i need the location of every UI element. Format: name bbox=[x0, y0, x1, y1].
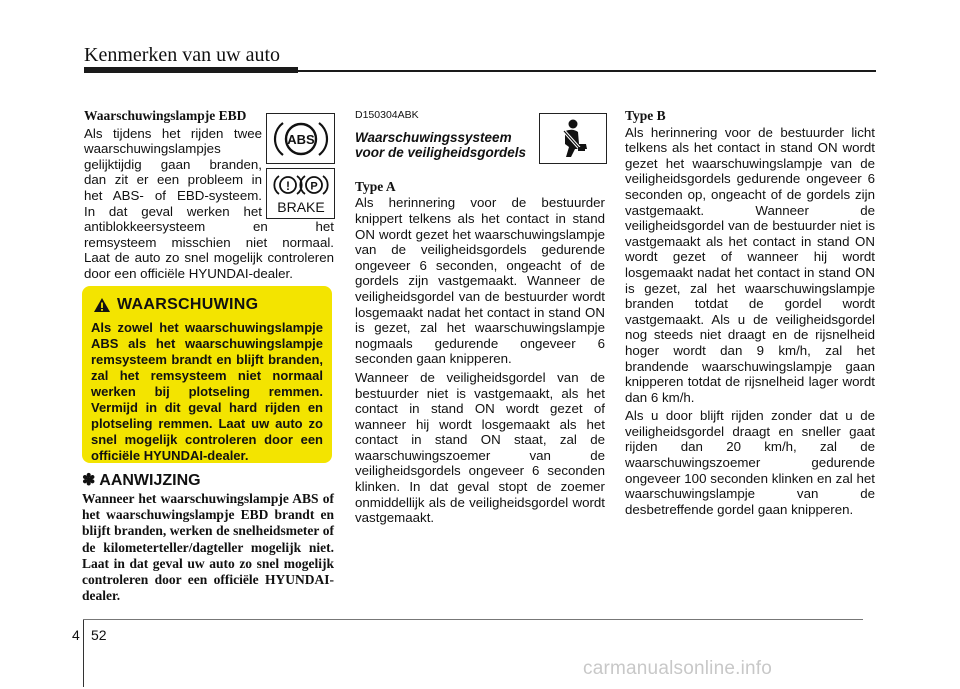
ebd-line: antiblokkeersysteem en het bbox=[84, 219, 334, 235]
seatbelt-heading-line2: voor de veiligheidsgordels bbox=[355, 145, 527, 161]
type-b-heading: Type B bbox=[625, 108, 666, 123]
header-rule-thick bbox=[84, 67, 298, 73]
seatbelt-heading-line1: Waarschuwingssysteem bbox=[355, 129, 512, 145]
type-a-heading: Type A bbox=[355, 178, 396, 194]
column-seatbelt-b bbox=[625, 108, 875, 517]
seatbelt-warning-icon bbox=[551, 117, 595, 161]
warning-box bbox=[82, 286, 332, 463]
warning-triangle-icon bbox=[93, 297, 111, 313]
abs-warning-icon bbox=[271, 117, 331, 161]
ebd-line: waarschuwingslampjes bbox=[84, 141, 221, 157]
type-b-paragraph-2: Als u door blijft rijden zonder dat u de veiligheidsgordel draagt en sneller gaat rijden dan 20 km/h, zal de waarschuwingszoemer gedurende ongeveer 100 seconden klinken en zal het waarschuwingslampje van de desbetreffende gordel gaan knipperen. bbox=[625, 408, 875, 517]
ebd-line: In dat geval werken het bbox=[84, 203, 262, 219]
watermark: carmanualsonline.info bbox=[583, 658, 773, 679]
brake-icon-box bbox=[266, 168, 335, 219]
abs-icon-label: ABS bbox=[286, 131, 315, 147]
seatbelt-icon-box bbox=[539, 113, 607, 164]
type-a-paragraph-1: Als herinnering voor de bestuurder knippert telkens als het contact in stand ON wordt gezet het waarschuwingslampje van de veiligheidsgordels gedurende ongeveer 6 seconden, ongeacht of de gordels zijn vastgemaakt. Wanneer de veiligheidsgordel van de bestuurder wordt losgemaakt nadat het contact in stand ON is gezet, zal het waarschuwingslampje nogmaals gedurende ongeveer 6 seconden gaan knipperen. bbox=[355, 195, 605, 367]
ebd-line: Als tijdens het rijden twee bbox=[84, 125, 262, 141]
svg-text:!: ! bbox=[285, 178, 290, 193]
page-number: 52 bbox=[91, 627, 107, 643]
ebd-full-text bbox=[84, 219, 334, 281]
ebd-heading: Waarschuwingslampje EBD bbox=[84, 108, 247, 123]
page-header-title: Kenmerken van uw auto bbox=[84, 44, 281, 66]
brake-icon-p: P bbox=[309, 180, 318, 192]
ebd-line: het ABS- of EBD-systeem. bbox=[84, 187, 262, 203]
warning-title: WAARSCHUWING bbox=[117, 296, 259, 313]
note-title: ✽ AANWIJZING bbox=[82, 472, 201, 489]
brake-warning-icon bbox=[270, 171, 332, 217]
section-code: D150304ABK bbox=[355, 109, 419, 121]
warning-text: Als zowel het waarschuwingslampje ABS als het waarschuwingslampje remsysteem brandt en blijft branden, zal het remsysteem niet normaal werken bij plotseling remmen. Vermijd in dit geval hard rijden en plotseling remmen. Laat uw auto zo snel mogelijk controleren door een officiële HYUNDAI-dealer. bbox=[91, 320, 323, 463]
type-a-paragraph-2: Wanneer de veiligheidsgordel van de bestuurder niet is vastgemaakt, als het contact in stand ON wordt gezet of wanneer hij wordt losgemaakt als het contact in stand ON staat, zal de waarschuwingszoemer van de veiligheidsgordels ongeveer 6 seconden klinken. In dat geval stopt de zoemer onmiddellijk als de veiligheidsgordel wordt vastgemaakt. bbox=[355, 369, 605, 526]
abs-icon-box bbox=[266, 113, 335, 164]
header-rule-thin bbox=[298, 70, 876, 72]
ebd-line: gelijktijdig gaan branden, bbox=[84, 156, 262, 172]
type-b-paragraph-1: Als herinnering voor de bestuurder licht telkens als het contact in stand ON wordt gezet het waarschuwingslampje van de veiligheidsgordels gedurende ongeveer 6 seconden op, ongeacht of de gordels zijn vastgemaakt. Wanneer de veiligheidsgordel van de bestuurder niet is vastgemaakt als het contact in stand ON wordt gezet of wanneer hij wordt losgemaakt nadat het contact in stand ON is gezet, zal het waarschuwingslampje branden totdat de gordel wordt vastgemaakt. Als u de veiligheidsgordel nog steeds niet draagt en de rijsnelheid hoger wordt dan 9 km/h, zal het brandende waarschuwingslampje gaan knipperen totdat de rijsnelheid lager wordt dan 6 km/h. bbox=[625, 124, 875, 405]
chapter-number: 4 bbox=[72, 627, 80, 643]
ebd-line: dan zit er een probleem in bbox=[84, 172, 262, 188]
brake-icon-label: BRAKE bbox=[276, 198, 325, 215]
ebd-line: Laat de auto zo snel mogelijk controleren bbox=[84, 250, 334, 266]
warning-header bbox=[91, 296, 323, 314]
column-seatbelt-a bbox=[355, 108, 605, 526]
footer-rule-vertical bbox=[83, 619, 84, 687]
footer-rule-horizontal bbox=[83, 619, 863, 620]
ebd-line: door een officiële HYUNDAI-dealer. bbox=[84, 265, 293, 281]
ebd-line: remsysteem misschien niet normaal. bbox=[84, 234, 334, 250]
note-text: Wanneer het waarschuwingslampje ABS of het waarschuwingslampje EBD brandt en blijft branden, werken de snelheidsmeter of de kilometerteller/dagteller mogelijk niet. Laat in dat geval uw auto zo snel mogelijk controleren door een officiële HYUNDAI-dealer. bbox=[82, 491, 334, 604]
ebd-narrow-text bbox=[84, 126, 262, 220]
